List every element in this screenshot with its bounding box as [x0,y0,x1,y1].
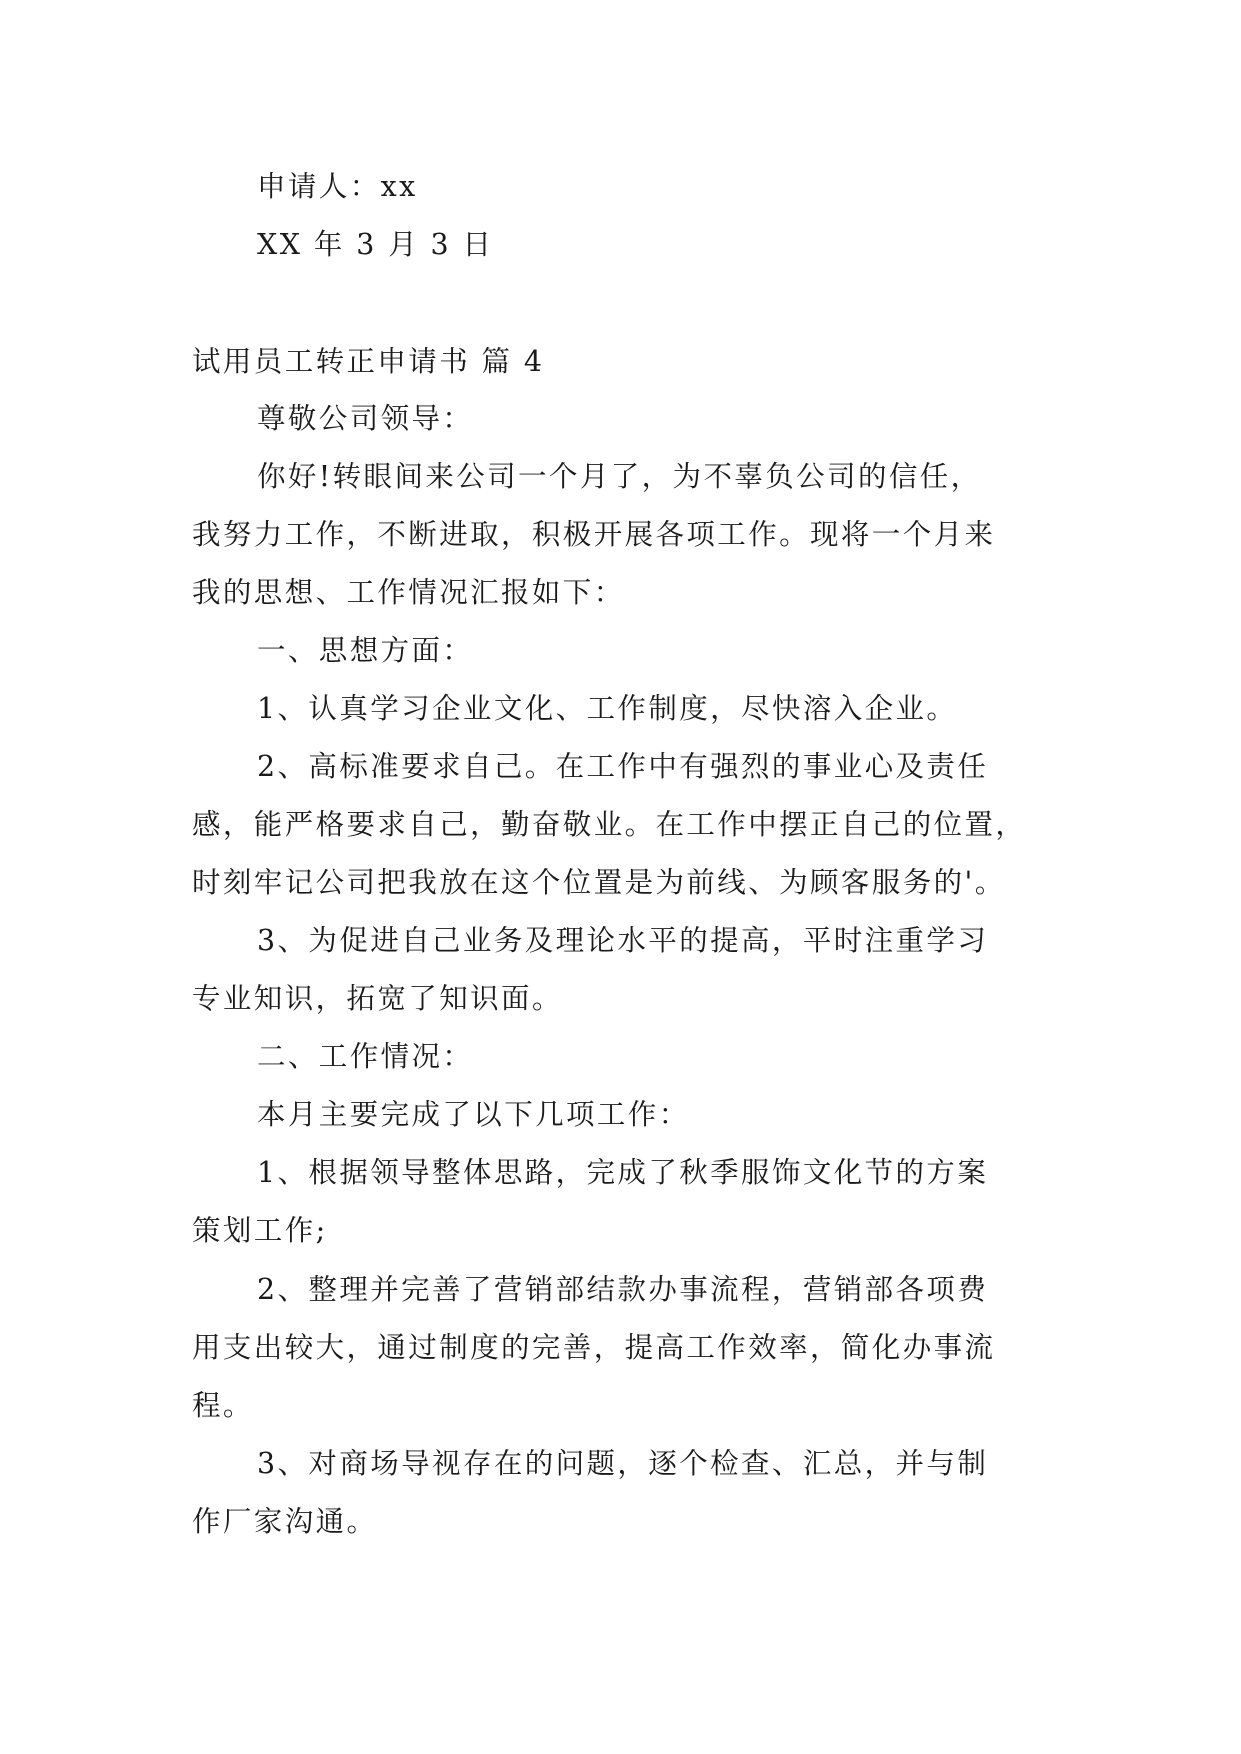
paragraph-line: 作厂家沟通。 [192,1505,378,1538]
date-line: XX 年 3 月 3 日 [257,228,494,261]
paragraph-line: 2、高标准要求自己。在工作中有强烈的事业心及责任 [257,750,989,783]
paragraph-line: 用支出较大，通过制度的完善，提高工作效率，简化办事流 [192,1331,996,1364]
heading-thoughts: 一、思想方面： [257,634,474,667]
paragraph-line: 专业知识，拓宽了知识面。 [192,982,563,1015]
paragraph-line: 感，能严格要求自己，勤奋敬业。在工作中摆正自己的位置， [192,808,1027,841]
paragraph-line: 1、认真学习企业文化、工作制度，尽快溶入企业。 [257,692,958,725]
applicant-line: 申请人：xx [257,170,418,203]
paragraph-line: 我的思想、工作情况汇报如下： [192,576,625,609]
paragraph-line: 3、为促进自己业务及理论水平的提高，平时注重学习 [257,924,989,957]
paragraph-line: 1、根据领导整体思路，完成了秋季服饰文化节的方案 [257,1156,989,1189]
paragraph-line: 时刻牢记公司把我放在这个位置是为前线、为顾客服务的'。 [192,866,1006,899]
paragraph-line: 我努力工作，不断进取，积极开展各项工作。现将一个月来 [192,518,996,551]
heading-work: 二、工作情况： [257,1040,474,1073]
paragraph-line: 2、整理并完善了营销部结款办事流程，营销部各项费 [257,1273,989,1306]
section-title: 试用员工转正申请书 篇 4 [192,345,545,378]
paragraph-line: 程。 [192,1389,254,1422]
paragraph-line: 策划工作; [192,1214,328,1247]
paragraph-line: 3、对商场导视存在的问题，逐个检查、汇总，并与制 [257,1447,989,1480]
paragraph-line: 你好!转眼间来公司一个月了，为不辜负公司的信任， [257,460,982,493]
paragraph-line: 本月主要完成了以下几项工作： [257,1098,690,1131]
salutation: 尊敬公司领导： [257,402,474,435]
